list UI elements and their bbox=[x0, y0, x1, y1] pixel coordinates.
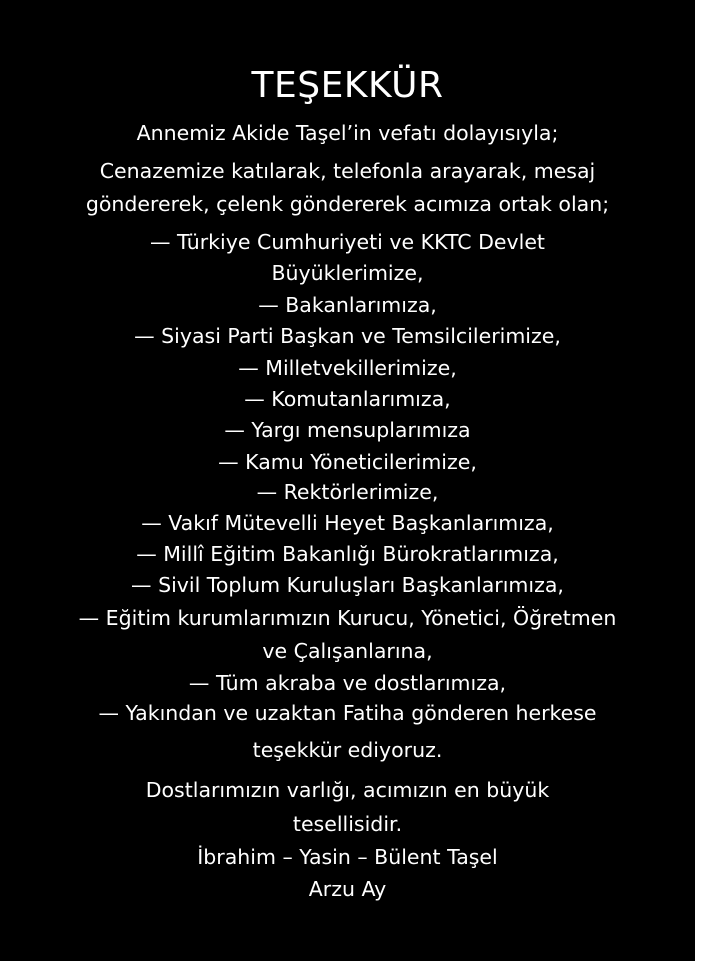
recipient-line: — Komutanlarımıza, bbox=[244, 387, 451, 411]
page-title: TEŞEKKÜR bbox=[251, 65, 444, 106]
recipient-line: — Milletvekillerimize, bbox=[238, 356, 457, 380]
recipient-line: — Bakanlarımıza, bbox=[258, 293, 437, 317]
recipient-line: — Sivil Toplum Kuruluşları Başkanlarımıza, bbox=[131, 573, 564, 597]
recipient-line: Büyüklerimize, bbox=[271, 261, 424, 285]
lead-line: Cenazemize katılarak, telefonla arayarak, mesaj bbox=[99, 159, 596, 183]
closing-line: Dostlarımızın varlığı, acımızın en büyük bbox=[145, 778, 550, 802]
thanks-line: teşekkür ediyoruz. bbox=[252, 738, 443, 762]
recipient-line: — Tüm akraba ve dostlarımıza, bbox=[188, 671, 507, 695]
recipient-line: — Yargı mensuplarımıza bbox=[224, 418, 471, 442]
recipient-line: — Vakıf Mütevelli Heyet Başkanlarımıza, bbox=[141, 511, 554, 535]
intro-line: Annemiz Akide Taşel’in vefatı dolayısıyla; bbox=[136, 121, 559, 145]
recipient-line: — Siyasi Parti Başkan ve Temsilcilerimize, bbox=[134, 324, 561, 348]
closing-line: tesellisidir. bbox=[292, 812, 403, 836]
recipient-line: — Millî Eğitim Bakanlığı Bürokratlarımıza, bbox=[136, 542, 559, 566]
recipient-line: — Kamu Yöneticilerimize, bbox=[218, 450, 477, 474]
recipient-line: ve Çalışanlarına, bbox=[262, 639, 433, 663]
recipient-line: — Yakından ve uzaktan Fatiha gönderen herkese bbox=[98, 701, 597, 725]
lead-line: göndererek, çelenk göndererek acımıza ortak olan; bbox=[85, 192, 610, 216]
signature-line: Arzu Ay bbox=[308, 877, 387, 901]
recipient-line: — Rektörlerimize, bbox=[256, 480, 439, 504]
recipient-line: — Türkiye Cumhuriyeti ve KKTC Devlet bbox=[150, 230, 545, 254]
signature-line: İbrahim – Yasin – Bülent Taşel bbox=[197, 845, 498, 869]
recipient-line: — Eğitim kurumlarımızın Kurucu, Yönetici, Öğretmen bbox=[78, 606, 617, 630]
